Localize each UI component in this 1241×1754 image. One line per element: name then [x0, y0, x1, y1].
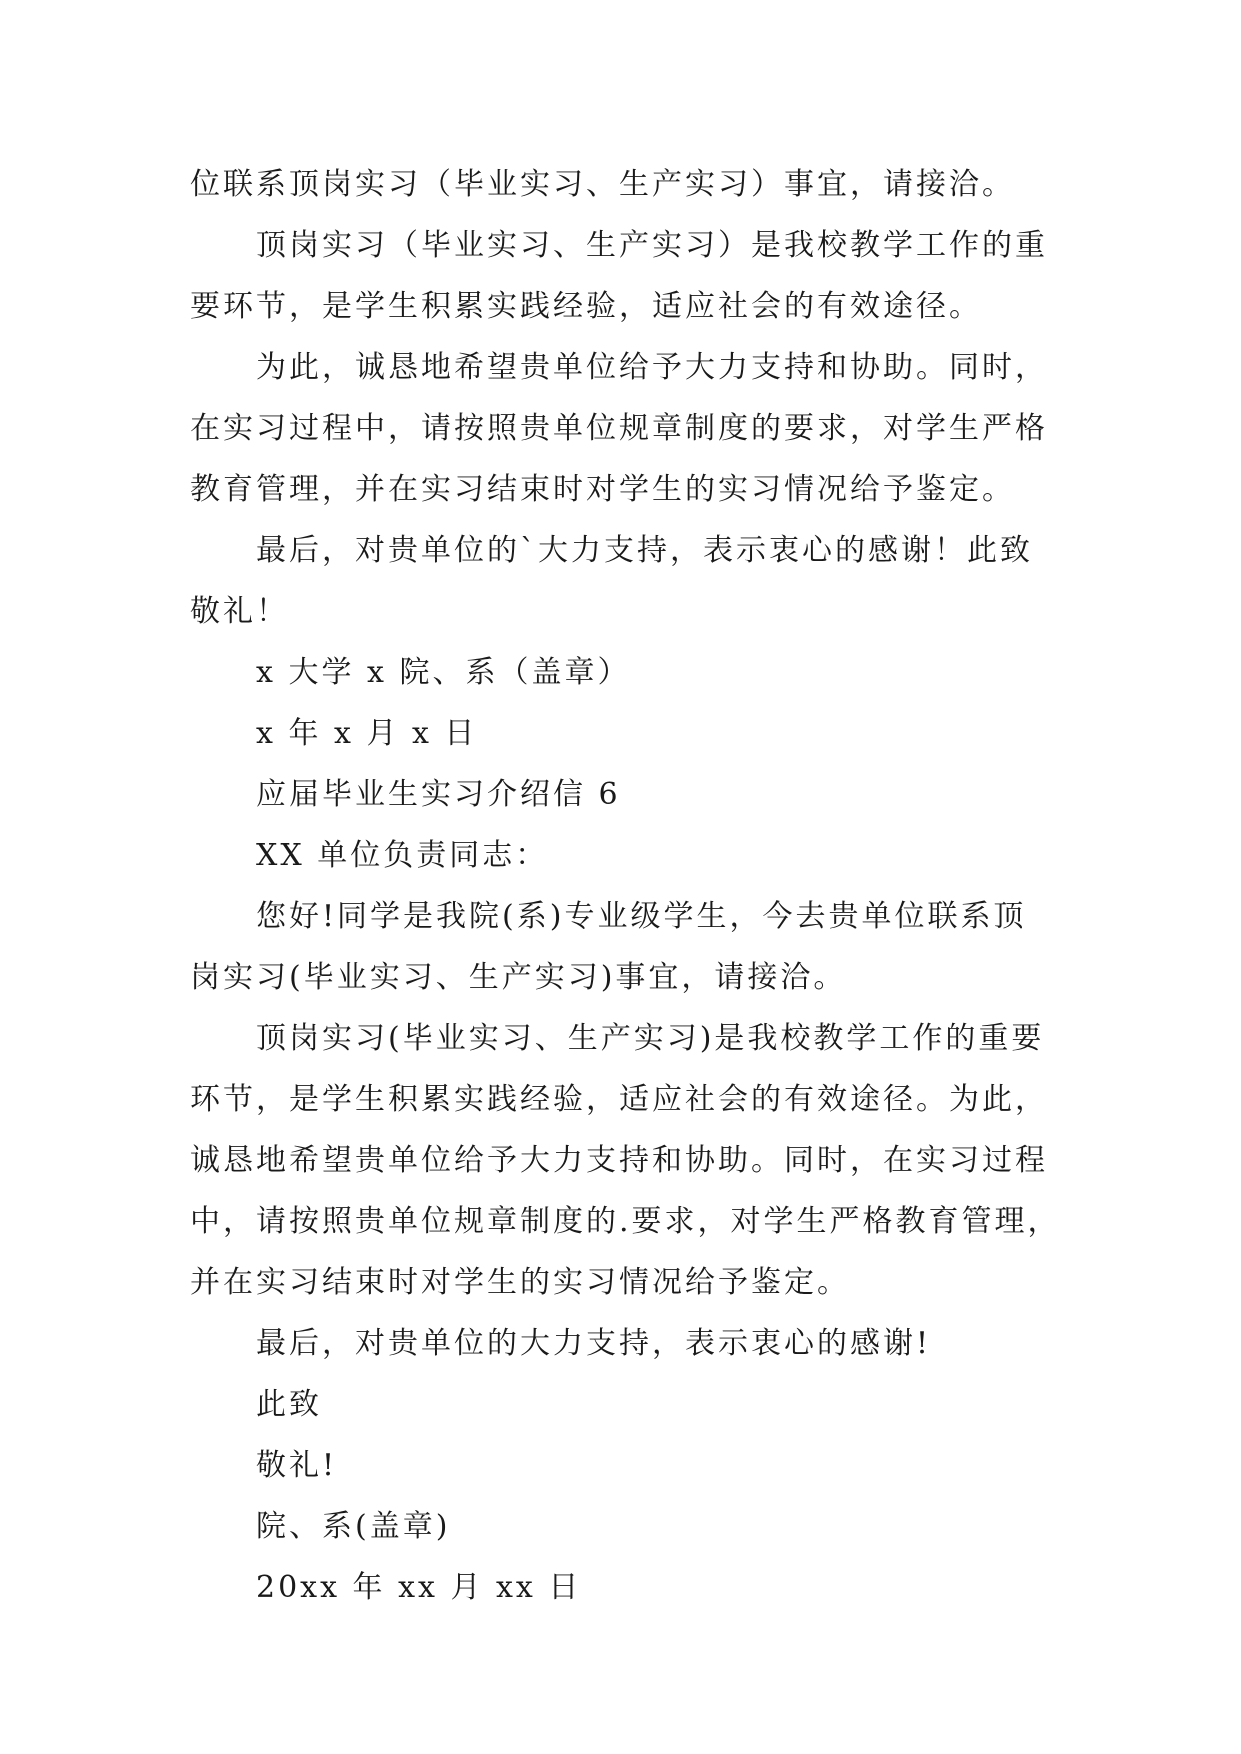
section-title: 应届毕业生实习介绍信 6 [256, 777, 621, 812]
paragraph-line: 在实习过程中，请按照贵单位规章制度的要求，对学生严格 [190, 411, 1048, 446]
paragraph-line: 最后，对贵单位的`大力支持，表示衷心的感谢！此致 [256, 533, 1033, 568]
paragraph-line: 教育管理，并在实习结束时对学生的实习情况给予鉴定。 [190, 472, 1015, 507]
paragraph-line: 您好!同学是我院(系)专业级学生，今去贵单位联系顶 [256, 899, 1027, 934]
paragraph-line: 最后，对贵单位的大力支持，表示衷心的感谢! [256, 1326, 932, 1361]
signature-line: 院、系(盖章) [256, 1509, 451, 1544]
paragraph-line: 敬礼！ [190, 594, 289, 629]
paragraph-line: 环节，是学生积累实践经验，适应社会的有效途径。为此， [190, 1082, 1048, 1117]
paragraph-line: 位联系顶岗实习（毕业实习、生产实习）事宜，请接洽。 [190, 167, 1015, 202]
closing-line: 此致 [256, 1387, 322, 1422]
salutation: XX 单位负责同志： [256, 838, 549, 873]
paragraph-line: 中，请按照贵单位规章制度的.要求，对学生严格教育管理， [190, 1204, 1061, 1239]
date-line: x 年 x 月 x 日 [256, 716, 478, 751]
paragraph-line: 为此，诚恳地希望贵单位给予大力支持和协助。同时， [256, 350, 1048, 385]
closing-line: 敬礼! [256, 1448, 338, 1483]
signature-line: x 大学 x 院、系（盖章） [256, 655, 631, 690]
date-line: 20xx 年 xx 月 xx 日 [256, 1570, 582, 1605]
paragraph-line: 要环节，是学生积累实践经验，适应社会的有效途径。 [190, 289, 982, 324]
paragraph-line: 岗实习(毕业实习、生产实习)事宜，请接洽。 [190, 960, 847, 995]
paragraph-line: 顶岗实习（毕业实习、生产实习）是我校教学工作的重 [256, 228, 1048, 263]
paragraph-line: 并在实习结束时对学生的实习情况给予鉴定。 [190, 1265, 850, 1300]
paragraph-line: 诚恳地希望贵单位给予大力支持和协助。同时，在实习过程 [190, 1143, 1048, 1178]
paragraph-line: 顶岗实习(毕业实习、生产实习)是我校教学工作的重要 [256, 1021, 1045, 1056]
